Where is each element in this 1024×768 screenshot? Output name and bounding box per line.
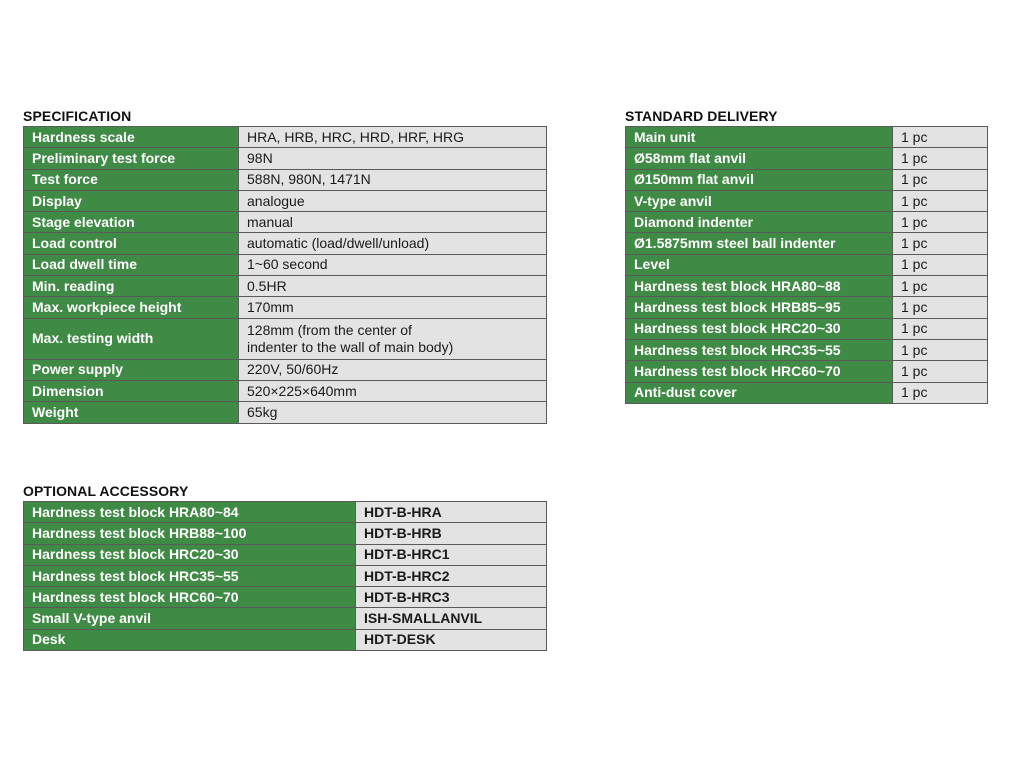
optional-accessory-table: [23, 501, 547, 651]
spec-value-line: 65kg: [247, 403, 278, 420]
table-row: [24, 276, 547, 297]
table-row: [24, 318, 547, 359]
table-row: [626, 190, 988, 211]
delivery-item: Hardness test block HRB85~95: [626, 297, 893, 318]
delivery-item: Hardness test block HRC35~55: [626, 339, 893, 360]
standard-delivery-title: STANDARD DELIVERY: [625, 108, 778, 124]
spec-value: [239, 148, 547, 169]
table-row: [24, 380, 547, 401]
accessory-code: HDT-B-HRA: [356, 502, 547, 523]
delivery-quantity: 1 pc: [893, 212, 988, 233]
spec-value: [239, 359, 547, 380]
delivery-quantity: 1 pc: [893, 148, 988, 169]
table-row: [24, 127, 547, 148]
spec-value: [239, 297, 547, 318]
table-row: [24, 190, 547, 211]
spec-value: [239, 212, 547, 233]
table-row: [24, 544, 547, 565]
spec-value-line: 98N: [247, 149, 273, 166]
table-row: [24, 565, 547, 586]
delivery-item: Ø58mm flat anvil: [626, 148, 893, 169]
accessory-code: HDT-B-HRC2: [356, 565, 547, 586]
delivery-item: Ø150mm flat anvil: [626, 169, 893, 190]
spec-value-line: 588N, 980N, 1471N: [247, 171, 371, 188]
delivery-item: Hardness test block HRC20~30: [626, 318, 893, 339]
table-row: [24, 169, 547, 190]
table-row: [24, 148, 547, 169]
table-row: [626, 254, 988, 275]
spec-value: [239, 254, 547, 275]
delivery-quantity: 1 pc: [893, 382, 988, 403]
accessory-code: HDT-DESK: [356, 629, 547, 650]
accessory-code: HDT-B-HRC1: [356, 544, 547, 565]
spec-value-line: manual: [247, 213, 293, 230]
table-row: [626, 127, 988, 148]
spec-label: Min. reading: [24, 276, 239, 297]
delivery-quantity: 1 pc: [893, 276, 988, 297]
standard-delivery-table: [625, 126, 988, 404]
spec-label: Max. testing width: [24, 318, 239, 359]
accessory-name: Hardness test block HRC60~70: [24, 587, 356, 608]
delivery-item: Diamond indenter: [626, 212, 893, 233]
spec-value-line: analogue: [247, 192, 305, 209]
spec-label: Max. workpiece height: [24, 297, 239, 318]
delivery-quantity: 1 pc: [893, 127, 988, 148]
delivery-quantity: 1 pc: [893, 318, 988, 339]
spec-label: Load control: [24, 233, 239, 254]
table-row: [626, 361, 988, 382]
spec-label: Test force: [24, 169, 239, 190]
table-row: [24, 297, 547, 318]
delivery-quantity: 1 pc: [893, 169, 988, 190]
spec-value-line: 520×225×640mm: [247, 382, 357, 399]
spec-value: [239, 402, 547, 423]
spec-value-line: 0.5HR: [247, 277, 287, 294]
table-row: [24, 254, 547, 275]
accessory-name: Small V-type anvil: [24, 608, 356, 629]
delivery-quantity: 1 pc: [893, 361, 988, 382]
table-row: [24, 502, 547, 523]
spec-value-line: 170mm: [247, 299, 294, 316]
spec-label: Dimension: [24, 380, 239, 401]
delivery-quantity: 1 pc: [893, 297, 988, 318]
delivery-item: Hardness test block HRC60~70: [626, 361, 893, 382]
accessory-name: Hardness test block HRA80~84: [24, 502, 356, 523]
spec-label: Load dwell time: [24, 254, 239, 275]
table-row: [626, 297, 988, 318]
spec-value-line: automatic (load/dwell/unload): [247, 235, 430, 252]
delivery-item: Hardness test block HRA80~88: [626, 276, 893, 297]
table-row: [24, 212, 547, 233]
delivery-item: Anti-dust cover: [626, 382, 893, 403]
accessory-name: Desk: [24, 629, 356, 650]
spec-value: [239, 380, 547, 401]
table-row: [24, 629, 547, 650]
delivery-quantity: 1 pc: [893, 339, 988, 360]
table-row: [626, 148, 988, 169]
spec-value: [239, 233, 547, 254]
delivery-item: Main unit: [626, 127, 893, 148]
table-row: [626, 276, 988, 297]
spec-value: [239, 276, 547, 297]
accessory-code: ISH-SMALLANVIL: [356, 608, 547, 629]
spec-value: [239, 190, 547, 211]
table-row: [24, 608, 547, 629]
specification-section: [23, 108, 547, 424]
delivery-item: V-type anvil: [626, 190, 893, 211]
spec-value: [239, 169, 547, 190]
table-row: [626, 233, 988, 254]
spec-label: Weight: [24, 402, 239, 423]
table-row: [626, 212, 988, 233]
spec-value-line: 220V, 50/60Hz: [247, 361, 339, 378]
spec-value-line: 1~60 second: [247, 256, 328, 273]
accessory-code: HDT-B-HRB: [356, 523, 547, 544]
spec-label: Preliminary test force: [24, 148, 239, 169]
accessory-name: Hardness test block HRC20~30: [24, 544, 356, 565]
optional-accessory-section: [23, 483, 547, 651]
accessory-code: HDT-B-HRC3: [356, 587, 547, 608]
delivery-item: Ø1.5875mm steel ball indenter: [626, 233, 893, 254]
delivery-quantity: 1 pc: [893, 190, 988, 211]
spec-label: Display: [24, 190, 239, 211]
table-row: [626, 382, 988, 403]
table-row: [24, 523, 547, 544]
spec-value: [239, 318, 547, 359]
delivery-quantity: 1 pc: [893, 233, 988, 254]
spec-label: Hardness scale: [24, 127, 239, 148]
accessory-name: Hardness test block HRC35~55: [24, 565, 356, 586]
table-row: [626, 318, 988, 339]
spec-label: Stage elevation: [24, 212, 239, 233]
accessory-name: Hardness test block HRB88~100: [24, 523, 356, 544]
specification-title: SPECIFICATION: [23, 108, 132, 124]
table-row: [24, 587, 547, 608]
table-row: [626, 169, 988, 190]
spec-label: Power supply: [24, 359, 239, 380]
delivery-quantity: 1 pc: [893, 254, 988, 275]
delivery-item: Level: [626, 254, 893, 275]
standard-delivery-section: [625, 108, 988, 404]
table-row: [626, 339, 988, 360]
table-row: [24, 233, 547, 254]
spec-value-line: 128mm (from the center of: [247, 321, 412, 338]
table-row: [24, 359, 547, 380]
spec-value-line: indenter to the wall of main body): [247, 338, 454, 355]
spec-value-line: HRA, HRB, HRC, HRD, HRF, HRG: [247, 128, 465, 145]
specification-table: [23, 126, 547, 424]
table-row: [24, 402, 547, 423]
spec-value: [239, 127, 547, 148]
optional-accessory-title: OPTIONAL ACCESSORY: [23, 483, 189, 499]
